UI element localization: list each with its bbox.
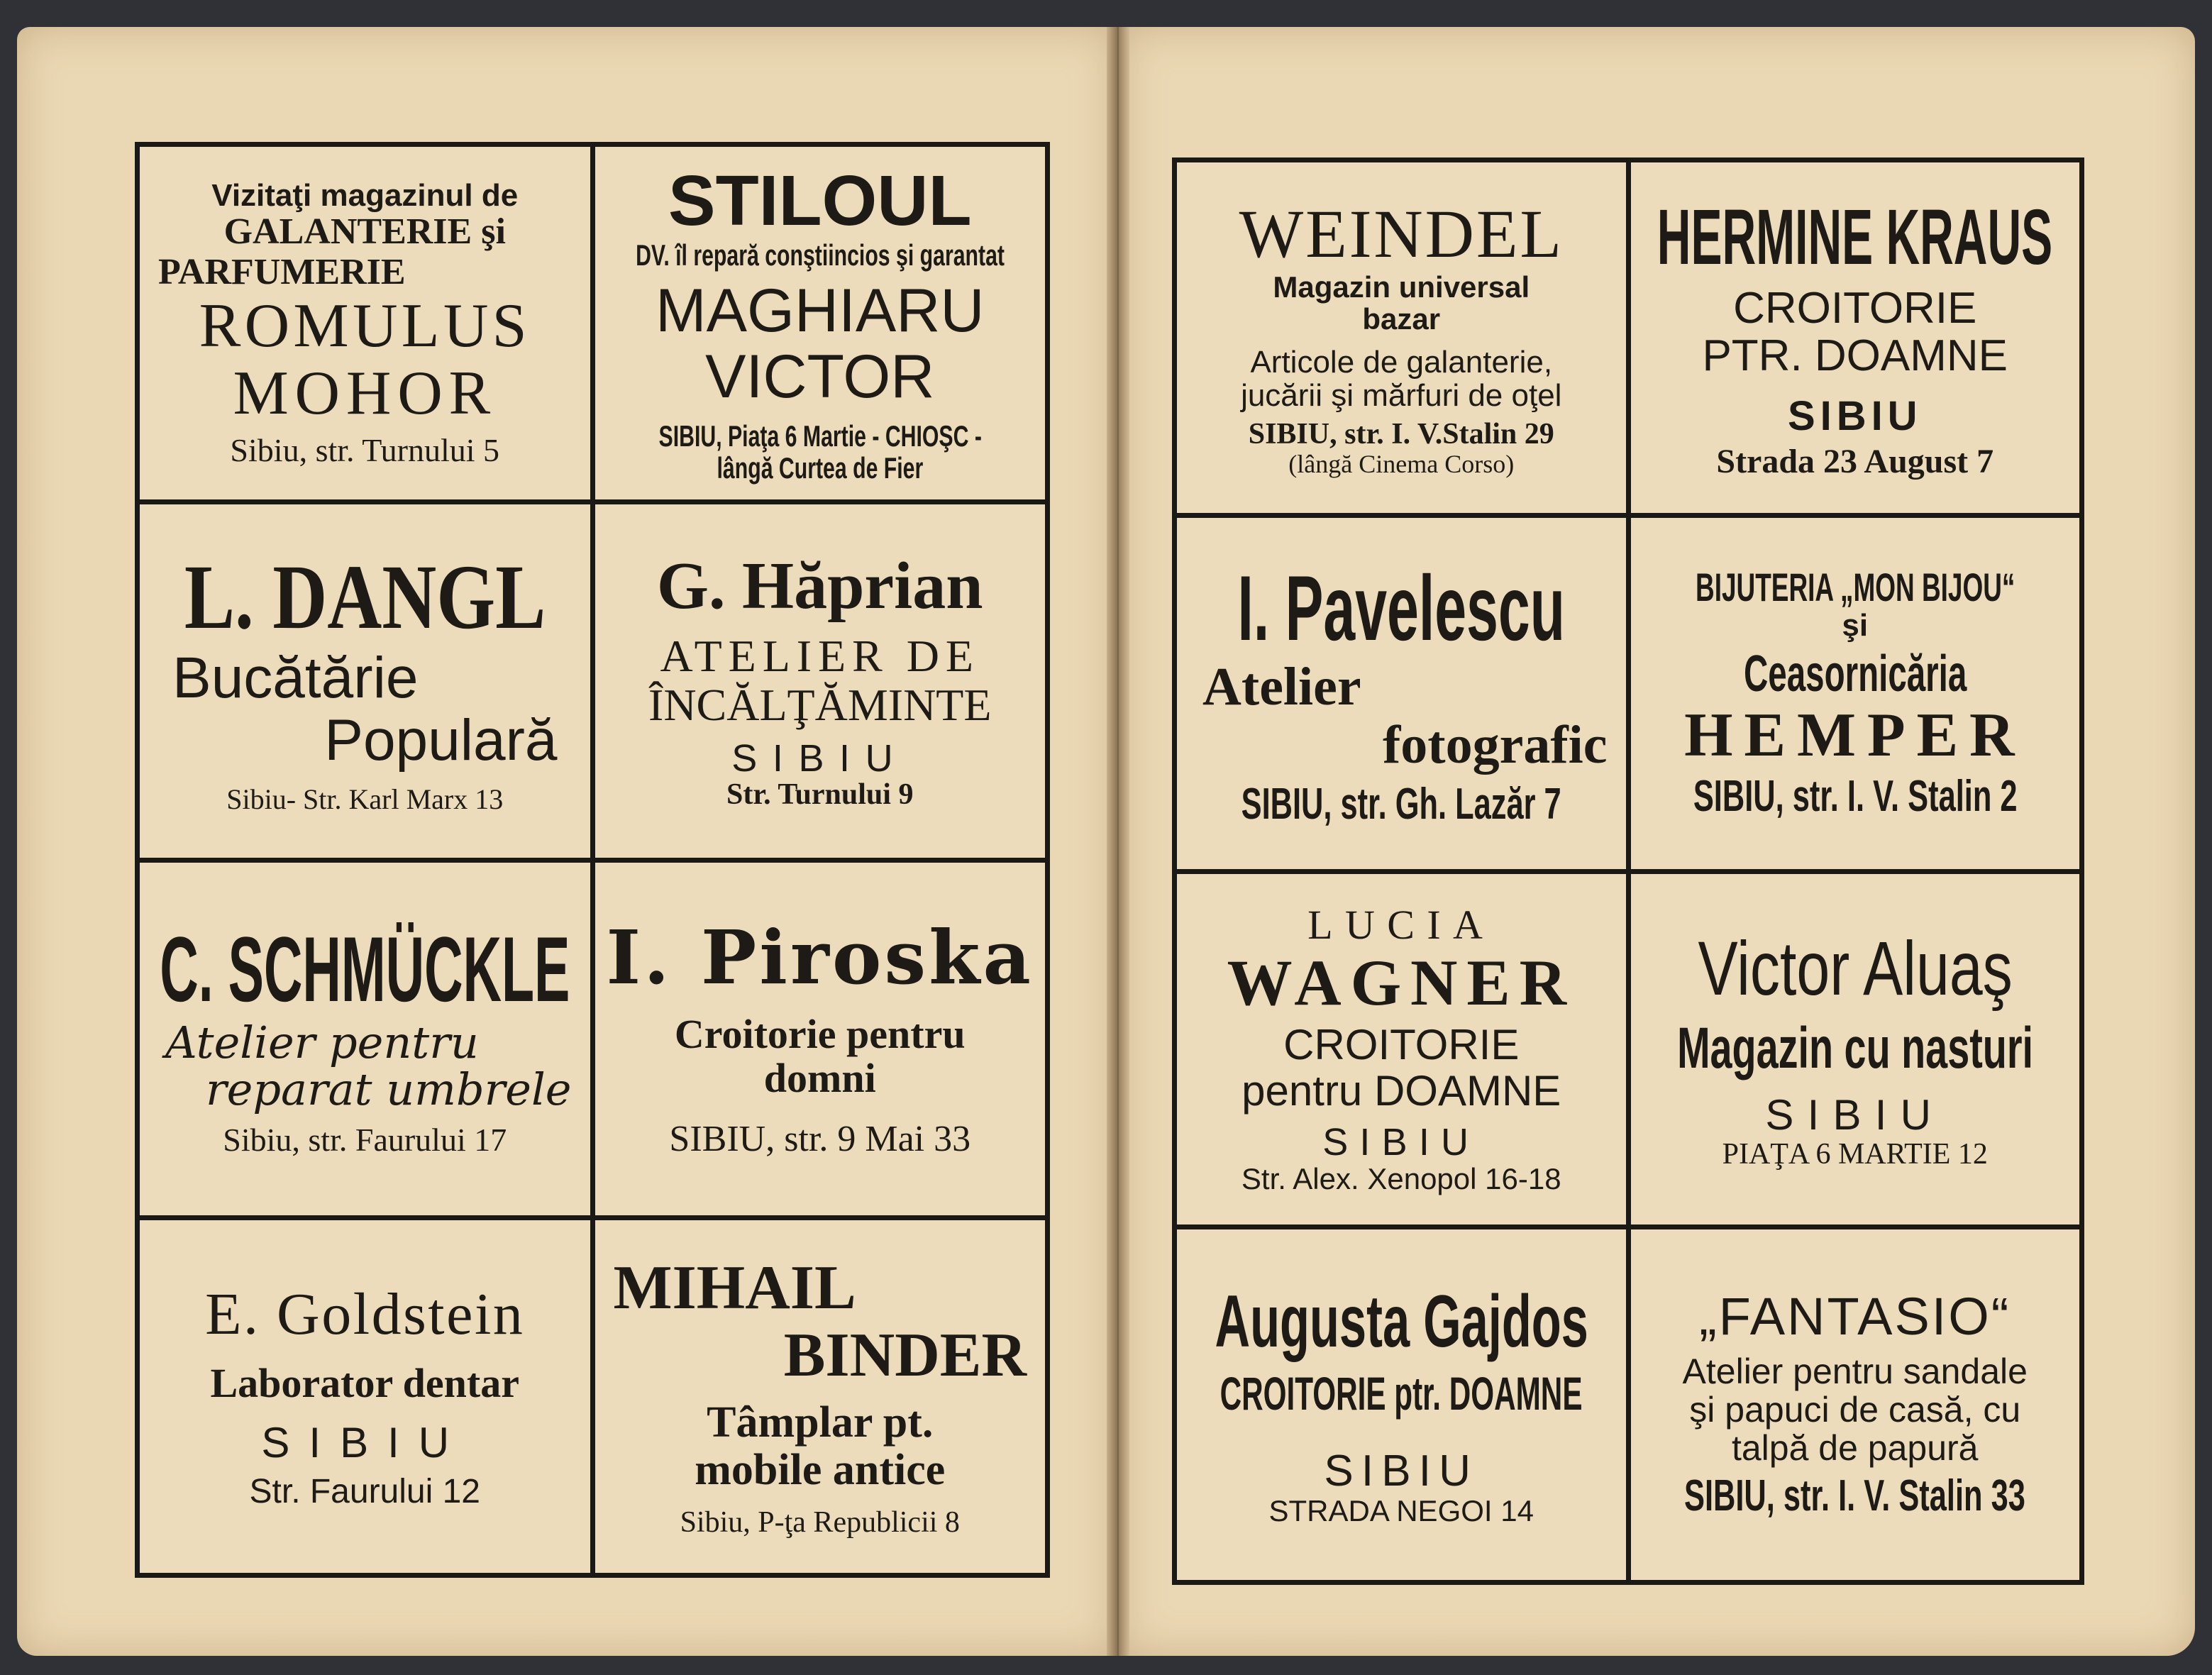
ad-line: Vizitaţi magazinul de xyxy=(211,177,519,213)
ad-note: (lângă Cinema Corso) xyxy=(1288,450,1515,479)
ad-title: L. DANGL xyxy=(184,546,546,648)
ad-title: G. Hăprian xyxy=(656,549,983,624)
ad-mon-bijou xyxy=(1631,518,2080,868)
ad-city: SIBIU xyxy=(731,736,909,780)
ad-city: SIBIU xyxy=(261,1418,469,1466)
ad-line: Ceasornicăria xyxy=(1743,645,1967,702)
ad-fantasio xyxy=(1631,1229,2080,1580)
ad-title: ROMULUS xyxy=(199,291,531,360)
book-spine xyxy=(1107,27,1129,1656)
ad-city: SIBIU xyxy=(1324,1446,1479,1496)
ad-line: şi papuci de casă, cu xyxy=(1689,1390,2021,1430)
ad-title: BINDER xyxy=(783,1320,1027,1390)
ad-address: Strada 23 August 7 xyxy=(1716,442,1994,480)
ad-line: ÎNCĂLŢĂMINTE xyxy=(648,679,992,730)
ad-victor-aluas xyxy=(1631,874,2080,1225)
ad-address: SIBIU, str. 9 Mai 33 xyxy=(669,1118,971,1159)
ad-mihail-binder xyxy=(595,1220,1046,1573)
ad-city: SIBIU xyxy=(1788,393,1923,440)
ad-title: WEINDEL xyxy=(1239,196,1564,272)
ad-line: Croitorie pentru xyxy=(674,1010,966,1057)
ad-g-haprian xyxy=(595,504,1046,857)
ad-hermine-kraus xyxy=(1631,162,2080,513)
ad-title: HERMINE KRAUS xyxy=(1657,193,2053,281)
ad-address: Sibiu, str. Turnului 5 xyxy=(230,431,500,468)
ad-i-pavelescu xyxy=(1177,518,1626,868)
ad-line: PARFUMERIE xyxy=(158,251,406,292)
ad-title: MOHOR xyxy=(233,358,497,428)
ad-line: mobile antice xyxy=(695,1445,946,1494)
ad-title: E. Goldstein xyxy=(205,1281,525,1348)
ad-line: Atelier pentru xyxy=(165,1016,479,1068)
ad-address: Sibiu, P-ţa Republicii 8 xyxy=(680,1505,960,1539)
ad-address: SIBIU, str. I. V.Stalin 29 xyxy=(1248,417,1554,450)
ad-augusta-gajdos xyxy=(1177,1229,1626,1580)
ad-address: Str. Faurului 12 xyxy=(249,1472,480,1510)
ad-line: Populară xyxy=(324,708,558,773)
ad-address: lângă Curtea de Fier xyxy=(717,451,924,485)
ad-c-schmuckle xyxy=(140,863,590,1215)
ad-line: PTR. DOAMNE xyxy=(1702,331,2008,381)
ad-line: LUCIA xyxy=(1307,902,1495,948)
ad-line: reparat umbrele xyxy=(206,1063,572,1116)
ad-title: I. Piroska xyxy=(606,914,1034,1002)
right-ad-grid xyxy=(1172,157,2084,1585)
ad-title: „FANTASIO“ xyxy=(1699,1287,2011,1347)
ad-address: Str. Alex. Xenopol 16-18 xyxy=(1241,1161,1561,1195)
ad-address: STRADA NEGOI 14 xyxy=(1268,1494,1534,1528)
ad-title: STILOUL xyxy=(668,160,972,241)
ad-line: Laborator dentar xyxy=(210,1360,519,1407)
ad-line: ATELIER DE xyxy=(660,630,980,681)
ad-line: domni xyxy=(763,1055,876,1102)
ad-city: SIBIU xyxy=(1765,1091,1945,1139)
ad-line: GALANTERIE şi xyxy=(223,211,506,253)
ad-line: Tâmplar pt. xyxy=(707,1398,934,1447)
ad-title: HEMPER xyxy=(1684,701,2026,770)
ad-line: Magazin universal xyxy=(1273,270,1530,304)
ad-line: pentru DOAMNE xyxy=(1242,1066,1561,1115)
ad-line: CROITORIE xyxy=(1733,284,1977,333)
ad-line: şi xyxy=(1842,607,1869,643)
ad-lucia-wagner xyxy=(1177,874,1626,1225)
ad-address: SIBIU, str. I. V. Stalin 2 xyxy=(1693,772,2018,822)
ad-line: bazar xyxy=(1362,302,1441,336)
ad-address: PIAŢA 6 MARTIE 12 xyxy=(1722,1137,1988,1171)
ad-line: fotografic xyxy=(1382,715,1608,775)
ad-title: C. SCHMÜCKLE xyxy=(160,917,570,1022)
ad-address: Sibiu- Str. Karl Marx 13 xyxy=(226,783,504,816)
ad-i-piroska xyxy=(595,863,1046,1215)
ad-address: SIBIU, str. Gh. Lazăr 7 xyxy=(1241,780,1561,829)
ad-line: CROITORIE ptr. DOAMNE xyxy=(1220,1367,1583,1420)
ad-title: MIHAIL xyxy=(613,1253,856,1322)
ad-e-goldstein xyxy=(140,1220,590,1573)
ad-title: MAGHIARU xyxy=(656,277,985,345)
ad-address: SIBIU, Piaţa 6 Martie - CHIOŞC - xyxy=(658,419,982,453)
ad-weindel xyxy=(1177,162,1626,513)
ad-line: Atelier xyxy=(1202,657,1361,717)
ad-title: Augusta Gajdos xyxy=(1215,1280,1588,1363)
ad-line: CROITORIE xyxy=(1283,1020,1520,1068)
ad-line: Bucătărie xyxy=(172,645,419,710)
ad-line: talpă de papură xyxy=(1731,1428,1979,1469)
ad-l-dangl xyxy=(140,504,590,857)
ad-line: Magazin cu nasturi xyxy=(1676,1015,2033,1080)
ad-title: Victor Aluaş xyxy=(1698,924,2013,1011)
ad-title: WAGNER xyxy=(1227,946,1576,1019)
left-ad-grid xyxy=(135,142,1050,1578)
ad-romulus-mohor xyxy=(140,147,590,499)
ad-line: DV. îl repară conştiincios şi garantat xyxy=(635,238,1005,272)
ad-line: jucării şi mărfuri de oţel xyxy=(1241,378,1562,414)
ad-title: I. Pavelescu xyxy=(1237,555,1566,660)
ad-title: BIJUTERIA „MON BIJOU“ xyxy=(1695,564,2015,609)
ad-stiloul xyxy=(595,147,1046,499)
ad-line: Atelier pentru sandale xyxy=(1682,1351,2028,1392)
ad-address: Sibiu, str. Faurului 17 xyxy=(223,1122,507,1159)
ad-city: SIBIU xyxy=(1322,1120,1481,1163)
ad-line: Articole de galanterie, xyxy=(1250,344,1553,380)
ad-address: SIBIU, str. I. V. Stalin 33 xyxy=(1684,1471,2026,1521)
ad-address: Str. Turnului 9 xyxy=(726,778,914,812)
ad-title: VICTOR xyxy=(705,342,935,411)
